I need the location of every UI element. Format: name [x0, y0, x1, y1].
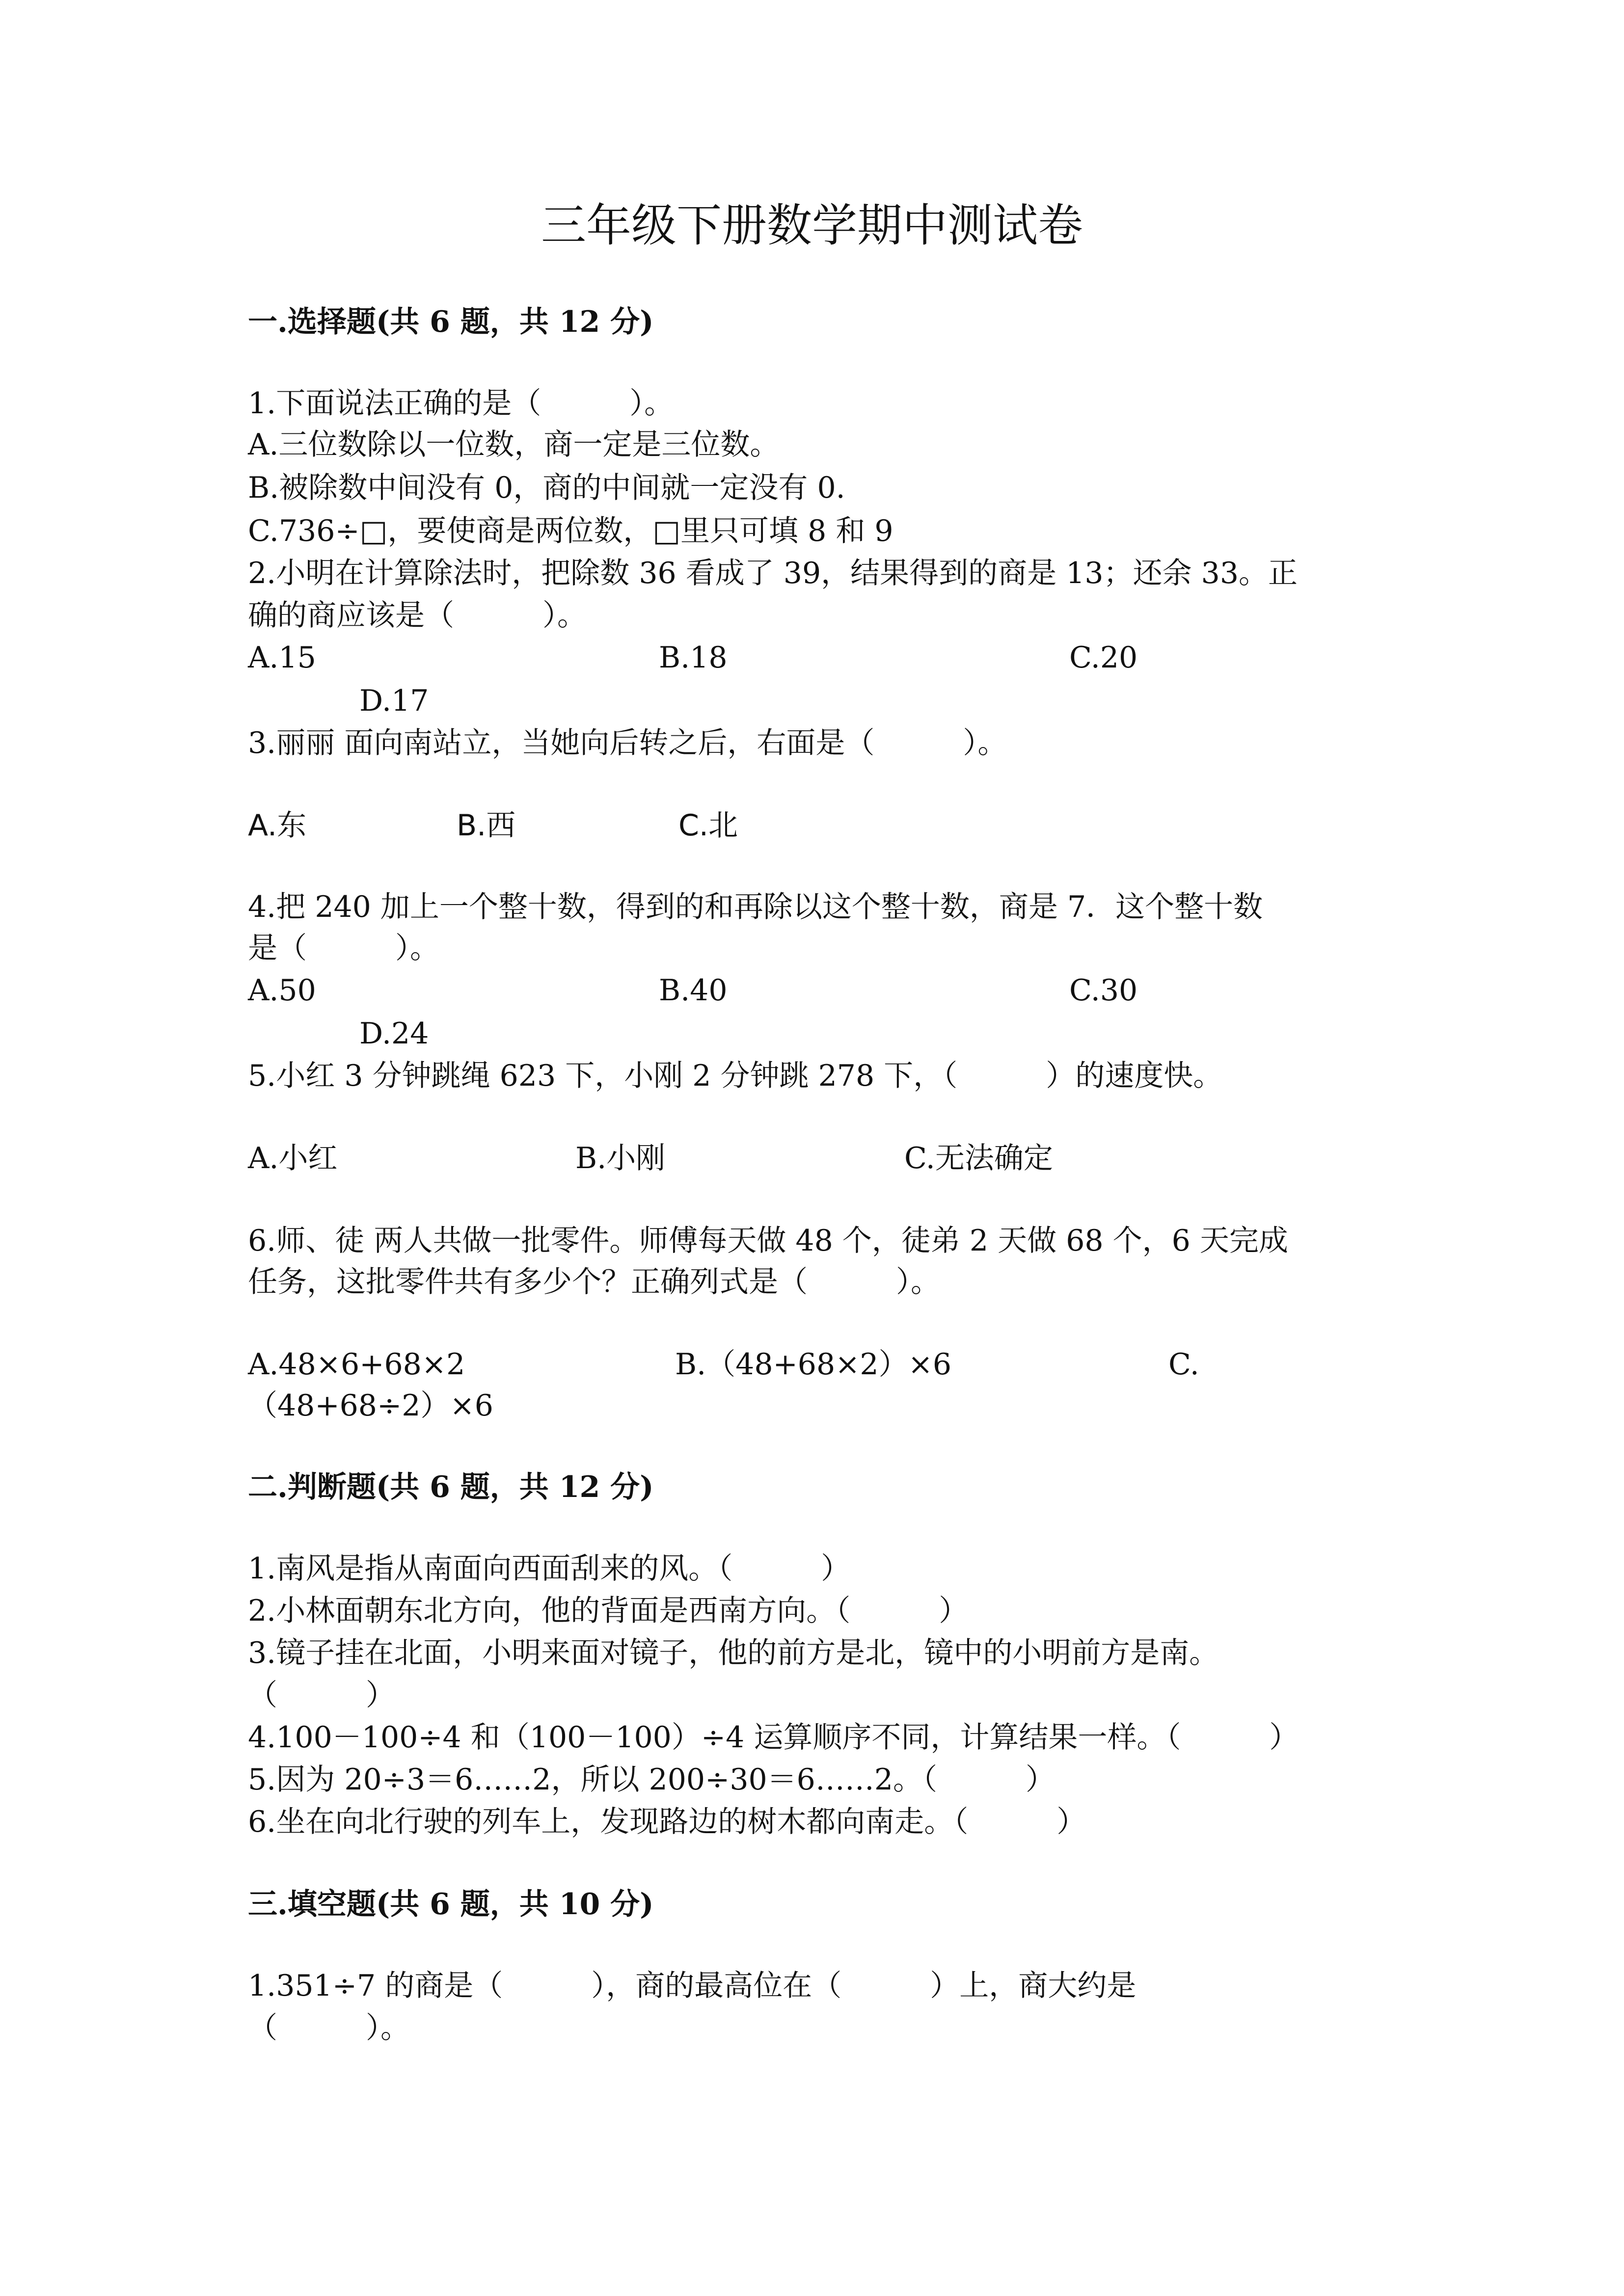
- question-text: 1.下面说法正确的是（ ）。: [248, 386, 674, 421]
- question-text: 是（ ）。: [248, 931, 439, 965]
- question-text: 5.小红 3 分钟跳绳 623 下，小刚 2 分钟跳 278 下，（ ）的速度快。: [248, 1059, 1223, 1093]
- question-text: 2.小林面朝东北方向，他的背面是西南方向。（ ）: [248, 1594, 969, 1628]
- question-text: 4.100－100÷4 和（100－100）÷4 运算顺序不同，计算结果一样。（ ）: [248, 1720, 1299, 1755]
- question-text: 3.镜子挂在北面，小明来面对镜子，他的前方是北，镜中的小明前方是南。: [248, 1636, 1219, 1670]
- option: A.三位数除以一位数，商一定是三位数。: [248, 427, 780, 462]
- option: B.被除数中间没有 0，商的中间就一定没有 0.: [248, 471, 845, 505]
- option: B.小刚: [575, 1141, 666, 1175]
- option: C.30: [1069, 973, 1138, 1008]
- option: B.18: [659, 641, 728, 675]
- question-text: 6.坐在向北行驶的列车上，发现路边的树木都向南走。（ ）: [248, 1805, 1086, 1839]
- option: A.48×6+68×2: [248, 1347, 465, 1382]
- option: C.20: [1069, 641, 1138, 675]
- page-title: 三年级下册数学期中测试卷: [541, 199, 1083, 252]
- question-text: 6.师、徒 两人共做一批零件。师傅每天做 48 个，徒弟 2 天做 68 个，6 天完成: [248, 1224, 1288, 1258]
- option: C.736÷□，要使商是两位数，□里只可填 8 和 9: [248, 514, 893, 548]
- question-text: 5.因为 20÷3＝6……2，所以 200÷30＝6……2。（ ）: [248, 1762, 1056, 1797]
- option: D.17: [359, 684, 429, 718]
- option: C.: [1168, 1347, 1199, 1382]
- option: C.北: [678, 808, 738, 843]
- option: C.无法确定: [904, 1141, 1053, 1175]
- question-text: 确的商应该是（ ）。: [248, 598, 587, 633]
- option: A.东: [248, 808, 307, 843]
- question-text: 4.把 240 加上一个整十数，得到的和再除以这个整十数，商是 7．这个整十数: [248, 890, 1263, 924]
- question-text: 2.小明在计算除法时，把除数 36 看成了 39，结果得到的商是 13；还余 33。正: [248, 556, 1298, 590]
- question-text: （ ）。: [248, 2011, 410, 2045]
- option: B.（48+68×2）×6: [675, 1347, 952, 1382]
- section-heading: 二.判断题(共 6 题，共 12 分): [248, 1470, 654, 1504]
- option: D.24: [359, 1016, 429, 1051]
- option: A.50: [248, 973, 316, 1008]
- option: A.15: [248, 641, 316, 675]
- option: B.西: [457, 808, 516, 843]
- question-text: 1.南风是指从南面向西面刮来的风。（ ）: [248, 1551, 851, 1586]
- option: B.40: [659, 973, 728, 1008]
- question-text: （ ）: [248, 1678, 395, 1712]
- question-text: 3.丽丽 面向南站立，当她向后转之后，右面是（ ）。: [248, 726, 1007, 760]
- option: A.小红: [248, 1141, 338, 1175]
- section-heading: 三.填空题(共 6 题，共 10 分): [248, 1887, 654, 1922]
- question-text: 1.351÷7 的商是（ ），商的最高位在（ ）上，商大约是: [248, 1969, 1137, 2003]
- question-text: 任务，这批零件共有多少个？正确列式是（ ）。: [248, 1265, 940, 1299]
- option: （48+68÷2）×6: [248, 1388, 493, 1423]
- section-heading: 一.选择题(共 6 题，共 12 分): [248, 305, 654, 339]
